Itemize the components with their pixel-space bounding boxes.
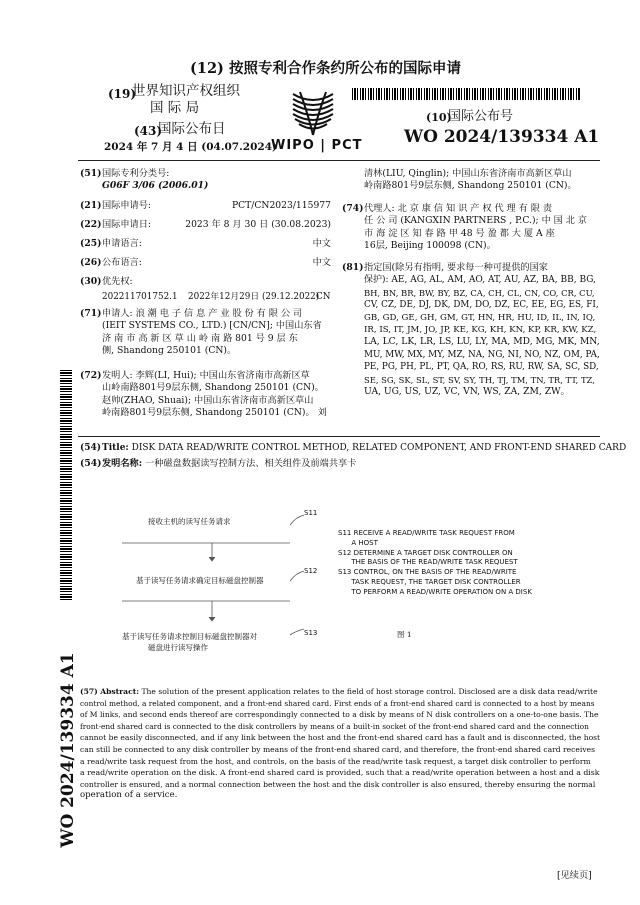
field-26-code: (26) — [80, 257, 102, 268]
states-line: MU, MW, MX, MY, MZ, NA, NG, NI, NO, NZ, OM, PA, — [364, 349, 600, 360]
title-chinese — [80, 458, 356, 470]
applicant-line: 侧, Shandong 250101 (CN)。 — [102, 345, 237, 357]
priority-number: 202211701752.1 — [102, 292, 178, 302]
states-line: 指定国(除另有指明, 要求每一种可提供的国家 — [364, 262, 548, 273]
side-publication-number: WO 2024/139334 A1 — [58, 652, 78, 848]
org-bureau: 国 际 局 — [150, 100, 200, 116]
inventor-line: 岭南路801号9层东侧, Shandong 250101 (CN)。 刘 — [102, 407, 327, 419]
field-25-value: 中文 — [312, 238, 331, 249]
inventor-line: 岭南路801号9层东侧, Shandong 250101 (CN)。 — [364, 180, 577, 192]
states-line: UA, UG, US, UZ, VC, VN, WS, ZA, ZM, ZW。 — [364, 386, 570, 398]
legend-line: A HOST — [338, 538, 378, 547]
pub-date-code: (43) — [134, 124, 163, 138]
field-74-code: (74) — [342, 203, 364, 214]
abstract-line: a read/write operation on the disk. A front-end shared card is provided, such that a read/write operation between a host and a disk — [80, 768, 600, 778]
field-25 — [80, 238, 142, 250]
field-51 — [80, 168, 169, 180]
publication-barcode — [352, 88, 580, 100]
legend-line: TO PERFORM A READ/WRITE OPERATION ON A DISK — [338, 587, 532, 596]
org-code: (19) — [108, 87, 137, 101]
wipo-logo — [288, 88, 338, 140]
inventors-continued — [364, 168, 600, 193]
field-26 — [80, 257, 142, 269]
abstract-code: (57) — [80, 687, 98, 696]
states-line: PE, PG, PH, PL, PT, QA, RO, RS, RU, RW, SA, SC, SD, — [364, 362, 599, 373]
wipo-emblem-icon — [288, 88, 338, 138]
field-22-value: 2023 年 8 月 30 日 (30.08.2023) — [185, 219, 331, 230]
field-26-value: 中文 — [312, 257, 331, 268]
field-30-code: (30) — [80, 276, 102, 287]
abstract-line: front-end shared card is connected to the disk controllers by means of a built-in socket of the front-end shared card and the connection — [80, 721, 589, 731]
agent-line: 代理人: 北 京 康 信 知 识 产 权 代 理 有 限 责 — [364, 203, 553, 214]
abstract-line: controller is ensured, and a normal connection between the host and the disk controller is also ensured, thereby ensuring the normal — [80, 779, 596, 789]
field-51-code: (51) — [80, 168, 102, 179]
field-25-code: (25) — [80, 238, 102, 249]
abstract-line: cannot be easily disconnected, and if any link between the host and the front-end shared card has a fault and is disconnected, the host — [80, 733, 601, 743]
applicant-line: 申请人: 浪 潮 电 子 信 息 产 业 股 份 有 限 公 司 — [102, 308, 303, 319]
pub-no-value: WO 2024/139334 A1 — [404, 127, 600, 147]
field-26-label: 公布语言: — [102, 257, 142, 268]
title-en-value: DISK DATA READ/WRITE CONTROL METHOD, RELATED COMPONENT, AND FRONT-END SHARED CARD — [131, 443, 627, 453]
abstract-first-line — [80, 686, 600, 698]
states-line: LA, LC, LK, LR, LS, LU, LY, MA, MD, MG, MK, MN, — [364, 336, 600, 348]
inventor-line: 清林(LIU, Qinglin); 中国山东省济南市高新区草山 — [364, 168, 572, 179]
step-s12-label: S12 — [304, 567, 318, 575]
states-line: SE, SG, SK, SL, ST, SV, SY, TH, TJ, TM, TN, TR, TT, TZ, — [364, 374, 595, 385]
agent-line: 市 海 淀 区 知 春 路 甲 48 号 盈 都 大 厦 A 座 — [364, 227, 555, 239]
agent-line: 任 公 司 (KANGXIN PARTNERS , P.C.); 中 国 北 京 — [364, 215, 588, 227]
states-line: BH, BN, BR, BW, BY, BZ, CA, CH, CL, CN, CO, CR, CU, — [364, 287, 595, 298]
title-cn-label: 发明名称: — [102, 458, 143, 469]
title-english — [80, 442, 626, 454]
title-cn-value: 一种磁盘数据读写控制方法、相关组件及前端共享卡 — [145, 458, 357, 469]
legend-line: THE BASIS OF THE READ/WRITE TASK REQUEST — [338, 558, 518, 567]
field-22-label: 国际申请日: — [102, 219, 152, 230]
abstract-line: control method, a related component, and a front-end shared card. First ends of a front-end shared card is connected to a host by means — [80, 698, 595, 708]
legend-line: S12 DETERMINE A TARGET DISK CONTROLLER ON — [338, 548, 513, 557]
priority-date: 2022年12月29日 (29.12.2022) — [188, 292, 320, 302]
abstract-line: of M links, and second ends thereof are correspondingly connected to a disk by means of N disk controllers on a one-to-one basis. The — [80, 710, 599, 720]
agent-line: 16层, Beijing 100098 (CN)。 — [364, 240, 496, 252]
field-51-value: G06F 3/06 (2006.01) — [102, 180, 209, 191]
legend-line: S11 RECEIVE A READ/WRITE TASK REQUEST FROM — [338, 529, 515, 537]
field-25-label: 申请语言: — [102, 238, 142, 249]
states-line: CV, CZ, DE, DJ, DK, DM, DO, DZ, EC, EE, EG, ES, FI, — [364, 300, 599, 311]
step-3-text-line1: 基于读写任务请求控制目标磁盘控制器对 — [122, 632, 257, 641]
applicant-line: 济 南 市 高 新 区 草 山 岭 南 路 801 号 9 层 东 — [102, 332, 298, 344]
pub-date-value: 2024 年 7 月 4 日 (04.07.2024) — [104, 141, 277, 153]
inventor-line: 赵帅(ZHAO, Shuai); 中国山东省济南市高新区草山 — [102, 394, 314, 406]
title-en-label: Title: — [102, 443, 129, 453]
wipo-pct-text: WIPO | PCT — [271, 138, 363, 153]
side-barcode — [60, 370, 72, 600]
step-s13-label: S13 — [304, 629, 318, 637]
priority-country: CN — [316, 292, 331, 302]
field-30 — [80, 276, 133, 288]
figure-label: 图 1 — [397, 630, 412, 639]
pub-date-label: 国际公布日 — [158, 121, 226, 137]
document-title: (12) 按照专利合作条约所公布的国际申请 — [190, 60, 461, 77]
pub-no-code: (10) — [426, 111, 452, 124]
states-line: 保护): AE, AG, AL, AM, AO, AT, AU, AZ, BA, BB, BG, — [364, 275, 596, 286]
states-line: IR, IS, IT, JM, JO, JP, KE, KG, KH, KN, KP, KR, KW, KZ, — [364, 325, 597, 336]
field-21 — [80, 200, 151, 212]
continued-notice: [见续页] — [557, 870, 592, 881]
step-2-text: 基于读写任务请求确定目标磁盘控制器 — [136, 576, 264, 585]
inventor-line: 山岭南路801号9层东侧, Shandong 250101 (CN)。 — [102, 382, 324, 394]
field-72-inventors — [102, 370, 332, 420]
abstract-line: can still be connected to any disk controller by means of the front-end shared card, and therefore, the front-end shared card receives — [80, 744, 596, 754]
figure-legend — [338, 529, 532, 598]
abstract-line: The solution of the present application relates to the field of host storage control. Disclosed are a disk data read/write — [141, 687, 598, 696]
field-21-code: (21) — [80, 200, 102, 211]
field-71-code: (71) — [80, 308, 102, 319]
states-line: GB, GD, GE, GH, GM, GT, HN, HR, HU, ID, IL, IN, IQ, — [364, 312, 596, 323]
abstract — [80, 686, 600, 802]
inventor-line: 发明人: 李辉(LI, Hui); 中国山东省济南市高新区草 — [102, 370, 310, 381]
field-81-states — [364, 262, 600, 398]
field-21-value: PCT/CN2023/115977 — [231, 200, 331, 211]
field-30-label: 优先权: — [102, 276, 133, 287]
field-81-code: (81) — [342, 262, 364, 273]
applicant-line: (IEIT SYSTEMS CO., LTD.) [CN/CN]; 中国山东省 — [102, 320, 322, 332]
field-71-applicant — [102, 308, 332, 358]
field-72-code: (72) — [80, 370, 102, 381]
step-1-text: 接收主机的读写任务请求 — [148, 517, 231, 526]
field-22 — [80, 219, 151, 231]
step-3-text-line2: 磁盘进行读写操作 — [148, 643, 208, 652]
title-en-code: (54) — [80, 443, 102, 453]
pub-no-label: 国际公布号 — [448, 109, 514, 124]
field-74-agent — [364, 203, 600, 253]
field-22-code: (22) — [80, 219, 102, 230]
legend-line: TASK REQUEST, THE TARGET DISK CONTROLLER — [338, 577, 521, 586]
field-51-label: 国际专利分类号: — [102, 168, 170, 179]
org-name: 世界知识产权组织 — [132, 83, 240, 99]
step-s11-label: S11 — [304, 509, 318, 517]
title-cn-code: (54) — [80, 458, 102, 469]
abstract-label: Abstract: — [100, 687, 140, 696]
abstract-line: operation of a service. — [80, 790, 178, 801]
legend-line: S13 CONTROL, ON THE BASIS OF THE READ/WRITE — [338, 568, 517, 577]
abstract-line: a read/write task request from the host, and controls, on the basis of the read/write task request, a target disk controller to perform — [80, 756, 591, 766]
field-21-label: 国际申请号: — [102, 200, 152, 211]
